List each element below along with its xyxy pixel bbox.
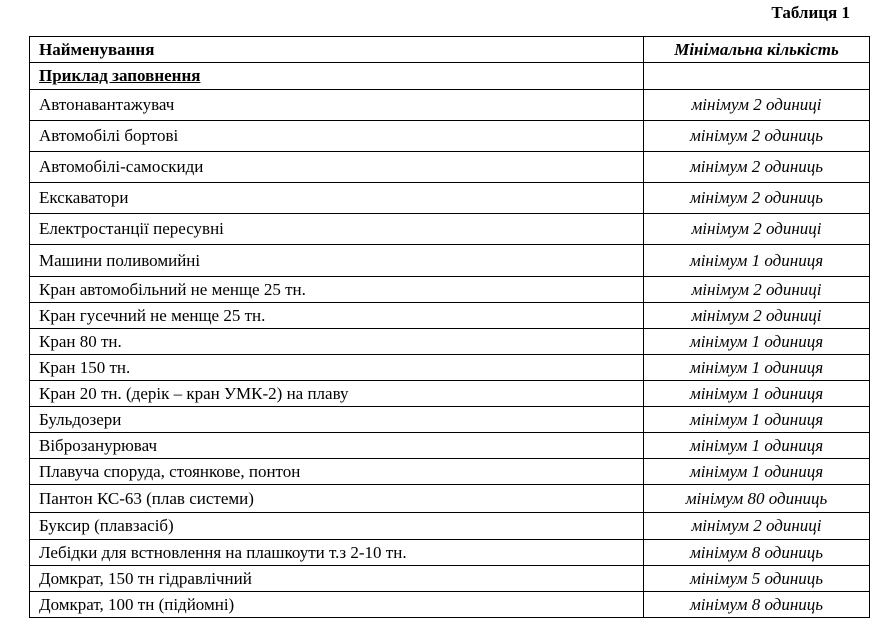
row-quantity: мінімум 80 одиниць	[644, 485, 870, 513]
row-name: Автонавантажувач	[30, 90, 644, 121]
table-row	[30, 566, 870, 592]
table-row	[30, 329, 870, 355]
row-name: Машини поливомийні	[30, 245, 644, 277]
row-name: Електростанції пересувні	[30, 214, 644, 245]
table-row	[30, 277, 870, 303]
row-name: Автомобілі-самоскиди	[30, 152, 644, 183]
table-row	[30, 245, 870, 277]
row-quantity: мінімум 1 одиниця	[644, 433, 870, 459]
table-row	[30, 121, 870, 152]
header-name: Найменування	[30, 37, 644, 63]
row-name: Плавуча споруда, стоянкове, понтон	[30, 459, 644, 485]
row-name: Автомобілі бортові	[30, 121, 644, 152]
table-row	[30, 381, 870, 407]
row-name: Віброзанурювач	[30, 433, 644, 459]
row-quantity: мінімум 1 одиниця	[644, 355, 870, 381]
row-quantity: мінімум 2 одиниці	[644, 303, 870, 329]
section-row	[30, 63, 870, 90]
table-caption: Таблиця 1	[771, 3, 850, 22]
row-quantity: мінімум 5 одиниць	[644, 566, 870, 592]
row-quantity: мінімум 2 одиниць	[644, 121, 870, 152]
row-name: Кран гусечний не менще 25 тн.	[30, 303, 644, 329]
row-name: Лебідки для встновлення на плашкоути т.з 2-10 тн.	[30, 540, 644, 566]
row-name: Кран автомобільний не менще 25 тн.	[30, 277, 644, 303]
row-quantity: мінімум 1 одиниця	[644, 245, 870, 277]
table-row	[30, 513, 870, 540]
table-row	[30, 183, 870, 214]
row-name: Кран 20 тн. (дерік – кран УМК-2) на плаву	[30, 381, 644, 407]
table-row	[30, 433, 870, 459]
header-quantity: Мінімальна кількість	[644, 37, 870, 63]
table-row	[30, 407, 870, 433]
table-row	[30, 485, 870, 513]
row-name: Домкрат, 100 тн (підйомні)	[30, 592, 644, 618]
section-empty-cell	[644, 63, 870, 90]
table-row	[30, 459, 870, 485]
row-quantity: мінімум 2 одиниць	[644, 152, 870, 183]
row-name: Домкрат, 150 тн гідравлічний	[30, 566, 644, 592]
row-quantity: мінімум 1 одиниця	[644, 381, 870, 407]
row-quantity: мінімум 1 одиниця	[644, 459, 870, 485]
table-row	[30, 303, 870, 329]
row-quantity: мінімум 2 одиниці	[644, 90, 870, 121]
row-name: Бульдозери	[30, 407, 644, 433]
table-row	[30, 90, 870, 121]
row-quantity: мінімум 1 одиниця	[644, 329, 870, 355]
row-quantity: мінімум 8 одиниць	[644, 592, 870, 618]
row-quantity: мінімум 8 одиниць	[644, 540, 870, 566]
table-header-row	[30, 37, 870, 63]
table-row	[30, 540, 870, 566]
table-row	[30, 152, 870, 183]
section-label: Приклад заповнення	[30, 63, 644, 90]
row-name: Кран 150 тн.	[30, 355, 644, 381]
row-name: Буксир (плавзасіб)	[30, 513, 644, 540]
row-quantity: мінімум 2 одиниці	[644, 214, 870, 245]
row-name: Кран 80 тн.	[30, 329, 644, 355]
table-row	[30, 214, 870, 245]
row-name: Пантон КС-63 (плав системи)	[30, 485, 644, 513]
row-quantity: мінімум 1 одиниця	[644, 407, 870, 433]
row-quantity: мінімум 2 одиниці	[644, 513, 870, 540]
table-row	[30, 592, 870, 618]
equipment-table	[29, 36, 870, 618]
row-quantity: мінімум 2 одиниці	[644, 277, 870, 303]
table-row	[30, 355, 870, 381]
row-name: Екскаватори	[30, 183, 644, 214]
row-quantity: мінімум 2 одиниць	[644, 183, 870, 214]
